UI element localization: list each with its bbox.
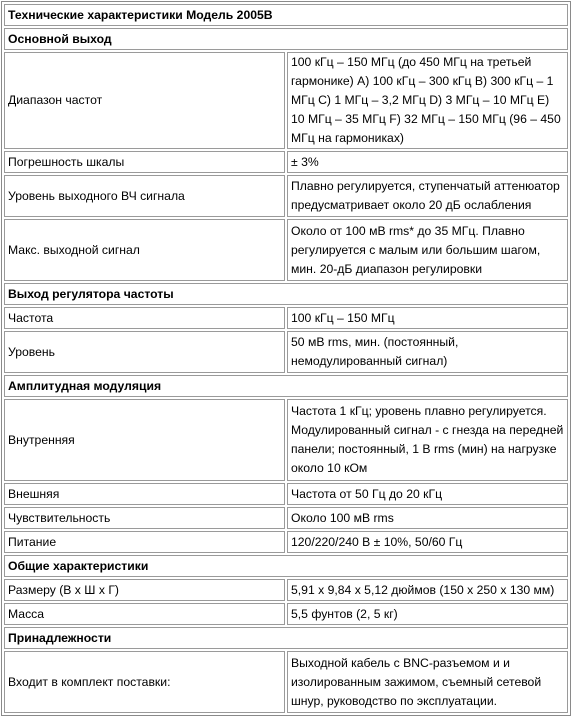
row-value: 120/220/240 В ± 10%, 50/60 Гц bbox=[287, 531, 568, 553]
table-row bbox=[4, 483, 568, 505]
row-value: ± 3% bbox=[287, 151, 568, 173]
table-row bbox=[4, 579, 568, 601]
table-row bbox=[4, 651, 568, 713]
section-heading-accessories: Принадлежности bbox=[4, 627, 568, 649]
table-row bbox=[4, 603, 568, 625]
table-title: Технические характеристики Модель 2005В bbox=[4, 4, 568, 26]
row-value: Около от 100 мВ rms* до 35 МГц. Плавно регулируется с малым или большим шагом, мин. 20-дБ диапазон регулировки bbox=[287, 219, 568, 281]
row-value: 100 кГц – 150 МГц (до 450 МГц на третьей гармонике) A) 100 кГц – 300 кГц B) 300 кГц – 1 МГц C) 1 МГц – 3,2 МГц D) 3 МГц – 10 МГц E) 10 МГц – 35 МГц F) 32 МГц – 150 МГц (96 – 450 МГц на гармониках) bbox=[287, 52, 568, 149]
section-heading-am: Амплитудная модуляция bbox=[4, 375, 568, 397]
row-label: Макс. выходной сигнал bbox=[4, 219, 285, 281]
row-label: Чувствительность bbox=[4, 507, 285, 529]
section-heading-main-output: Основной выход bbox=[4, 28, 568, 50]
row-value: 5,91 х 9,84 х 5,12 дюймов (150 х 250 х 130 мм) bbox=[287, 579, 568, 601]
section-heading-general: Общие характеристики bbox=[4, 555, 568, 577]
row-value: 100 кГц – 150 МГц bbox=[287, 307, 568, 329]
table-row bbox=[4, 531, 568, 553]
row-label: Питание bbox=[4, 531, 285, 553]
spec-table bbox=[1, 1, 571, 716]
row-value: Частота 1 кГц; уровень плавно регулируется. Модулированный сигнал - с гнезда на передней панели; постоянный, 1 В rms (мин) на нагрузке около 10 кОм bbox=[287, 399, 568, 481]
table-row bbox=[4, 507, 568, 529]
row-label: Масса bbox=[4, 603, 285, 625]
row-label: Диапазон частот bbox=[4, 52, 285, 149]
row-label: Погрешность шкалы bbox=[4, 151, 285, 173]
table-row bbox=[4, 52, 568, 149]
row-label: Размеру (В х Ш х Г) bbox=[4, 579, 285, 601]
row-label: Внутренняя bbox=[4, 399, 285, 481]
table-row bbox=[4, 175, 568, 217]
section-heading-sweep-output: Выход регулятора частоты bbox=[4, 283, 568, 305]
row-value: 5,5 фунтов (2, 5 кг) bbox=[287, 603, 568, 625]
row-value: Плавно регулируется, ступенчатый аттенюатор предусматривает около 20 дБ ослабления bbox=[287, 175, 568, 217]
row-label: Частота bbox=[4, 307, 285, 329]
table-row bbox=[4, 307, 568, 329]
row-label: Входит в комплект поставки: bbox=[4, 651, 285, 713]
row-value: Частота от 50 Гц до 20 кГц bbox=[287, 483, 568, 505]
row-value: 50 мВ rms, мин. (постоянный, немодулированный сигнал) bbox=[287, 331, 568, 373]
table-row bbox=[4, 151, 568, 173]
row-label: Уровень bbox=[4, 331, 285, 373]
row-label: Уровень выходного ВЧ сигнала bbox=[4, 175, 285, 217]
table-row bbox=[4, 399, 568, 481]
table-row bbox=[4, 331, 568, 373]
table-row bbox=[4, 219, 568, 281]
row-value: Выходной кабель с BNC-разъемом и и изолированным зажимом, съемный сетевой шнур, руководство по эксплуатации. bbox=[287, 651, 568, 713]
row-value: Около 100 мВ rms bbox=[287, 507, 568, 529]
row-label: Внешняя bbox=[4, 483, 285, 505]
